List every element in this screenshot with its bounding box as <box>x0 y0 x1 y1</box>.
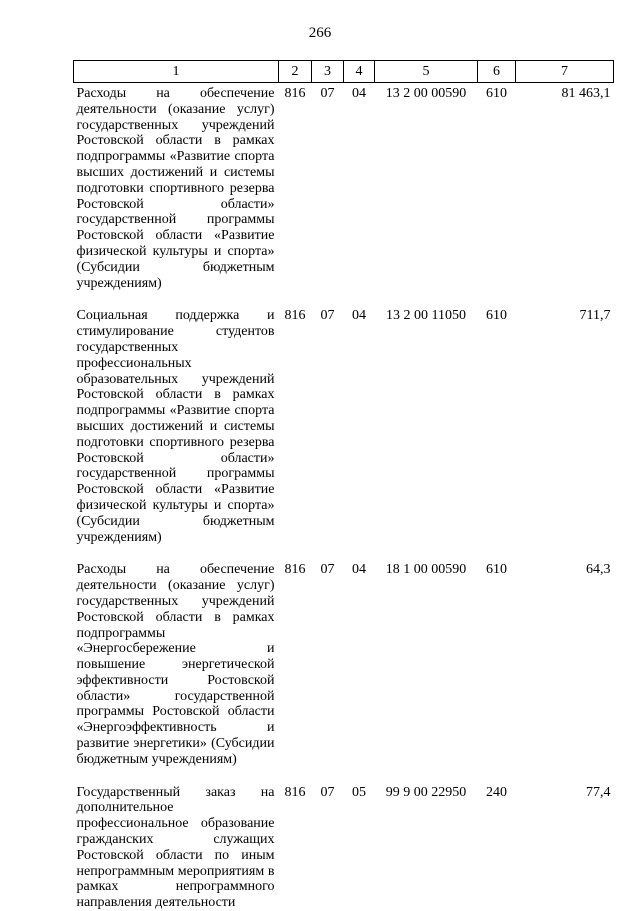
column-header: 6 <box>478 61 516 83</box>
section-code: 07 <box>320 562 335 578</box>
section-code: 07 <box>320 784 335 800</box>
subsection-code: 04 <box>352 308 366 324</box>
ministry-code: 816 <box>284 86 306 101</box>
column-header: 3 <box>312 61 344 83</box>
amount: 64,3 <box>586 562 611 578</box>
column-header: 1 <box>74 61 279 83</box>
ministry-code: 816 <box>284 784 306 800</box>
target-article-code: 13 2 00 00590 <box>385 86 467 101</box>
expense-type-code: 610 <box>486 308 507 324</box>
amount: 711,7 <box>579 308 611 324</box>
section-code: 07 <box>320 86 335 101</box>
subsection-code: 04 <box>352 562 366 578</box>
row-description: Расходы на обеспечение деятельности (оказание услуг) государственных учреждений Ростовской области в рамках подпрограммы «Развитие спорта высших достижений и системы подготовки спортивного резерва Ростовской области» государственной программы Ростовской области «Развитие физической культуры и спорта» (Субсидии бюджетным учреждениям) <box>76 86 275 291</box>
table-row <box>74 305 614 559</box>
expense-type-code: 610 <box>486 562 507 578</box>
ministry-code: 816 <box>284 562 306 578</box>
target-article-code: 13 2 00 11050 <box>386 308 466 324</box>
page-number: 266 <box>308 25 332 41</box>
row-description: Социальная поддержка и стимулирование студентов государственных профессиональных образовательных учреждений Ростовской области в рамках подпрограммы «Развитие спорта высших достижений и системы подготовки спортивного резерва Ростовской области» государственной программы Ростовской области «Развитие физической культуры и спорта» (Субсидии бюджетным учреждениям) <box>76 308 275 545</box>
column-header: 7 <box>516 61 614 83</box>
table-row <box>74 83 614 306</box>
ministry-code: 816 <box>284 308 306 324</box>
row-description: Расходы на обеспечение деятельности (оказание услуг) государственных учреждений Ростовской области в рамках подпрограммы «Энергосбережение и повышение энергетической эффективности Ростовской области» государственной программы Ростовской области «Энергоэффективность и развитие энергетики» (Субсидии бюджетным учреждениям) <box>76 562 275 767</box>
column-header: 4 <box>344 61 375 83</box>
header-row <box>74 61 614 83</box>
amount: 81 463,1 <box>561 86 611 101</box>
column-header: 5 <box>375 61 478 83</box>
target-article-code: 18 1 00 00590 <box>385 562 467 578</box>
section-code: 07 <box>320 308 335 324</box>
expense-type-code: 610 <box>486 86 507 101</box>
subsection-code: 05 <box>352 784 366 800</box>
expense-type-code: 240 <box>486 784 507 800</box>
budget-table <box>73 60 614 911</box>
subsection-code: 04 <box>352 86 366 101</box>
table-row <box>74 559 614 781</box>
row-description: Государственный заказ на дополнительное профессиональное образование гражданских служащих Ростовской области по иным непрограммным мероприятиям в рамках непрограммного направления деятельности <box>76 784 275 911</box>
target-article-code: 99 9 00 22950 <box>385 784 467 800</box>
column-header: 2 <box>279 61 312 83</box>
table-row <box>74 782 614 911</box>
amount: 77,4 <box>586 784 611 800</box>
